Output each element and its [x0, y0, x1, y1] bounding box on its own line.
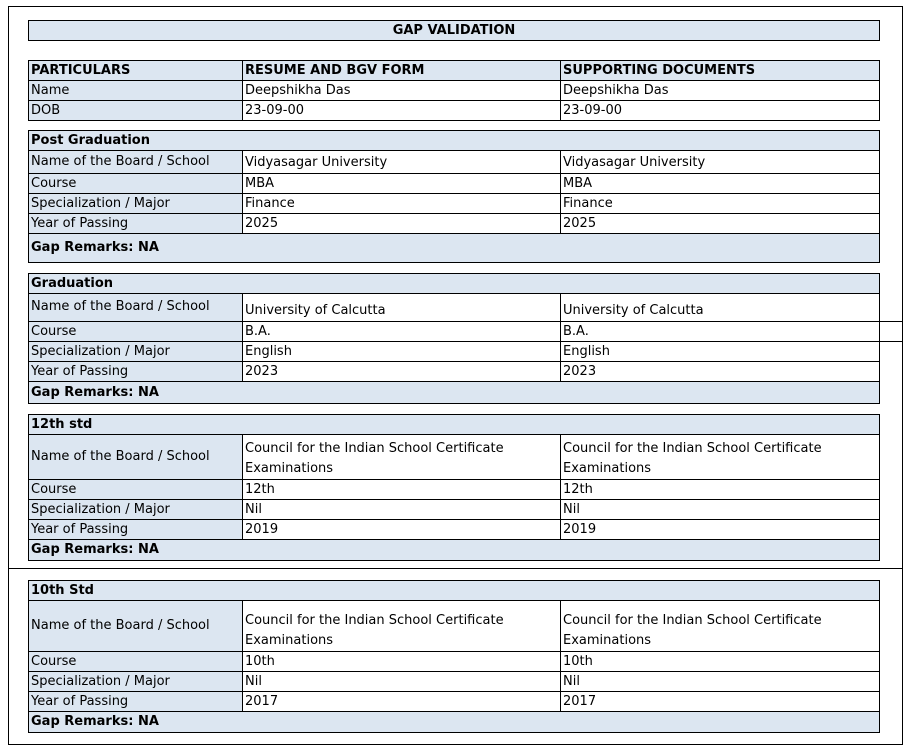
twelfth-board-row [28, 435, 880, 480]
pg-remarks: Gap Remarks: NA [31, 240, 159, 255]
stray-gridline [880, 341, 902, 342]
twelfth-remarks-row [28, 540, 880, 561]
name-row [28, 81, 880, 101]
tenth-spec-docs: Nil [560, 672, 879, 691]
grad-year-label: Year of Passing [29, 362, 242, 381]
stray-gridline [880, 321, 902, 322]
tenth-heading [28, 580, 880, 601]
pg-year-label: Year of Passing [29, 214, 242, 233]
grad-remarks: Gap Remarks: NA [31, 384, 159, 400]
pg-spec-row [28, 194, 880, 214]
grad-spec-docs: English [560, 342, 879, 361]
twelfth-year-row [28, 520, 880, 540]
tenth-spec-label: Specialization / Major [29, 672, 242, 691]
post-graduation-heading [28, 130, 880, 151]
title-bar [28, 20, 880, 41]
pg-spec-resume: Finance [242, 194, 560, 213]
grad-course-row [28, 322, 880, 342]
twelfth-board-label: Name of the Board / School [29, 435, 242, 479]
pg-course-label: Course [29, 174, 242, 193]
twelfth-course-resume: 12th [242, 480, 560, 499]
twelfth-spec-resume: Nil [242, 500, 560, 519]
dob-resume: 23-09-00 [242, 101, 560, 120]
twelfth-board-docs: Council for the Indian School Certificate Examinations [560, 435, 879, 479]
grad-course-label: Course [29, 322, 242, 341]
grad-year-docs: 2023 [560, 362, 879, 381]
dob-label: DOB [29, 101, 242, 120]
twelfth-course-row [28, 480, 880, 500]
twelfth-board-resume: Council for the Indian School Certificate Examinations [242, 435, 560, 479]
twelfth-year-docs: 2019 [560, 520, 879, 539]
pg-spec-label: Specialization / Major [29, 194, 242, 213]
name-resume: Deepshikha Das [242, 81, 560, 100]
twelfth-heading [28, 414, 880, 435]
tenth-remarks: Gap Remarks: NA [31, 714, 159, 729]
twelfth-spec-row [28, 500, 880, 520]
pg-remarks-row [28, 234, 880, 263]
header-resume: RESUME AND BGV FORM [242, 61, 560, 80]
grad-board-resume: University of Calcutta [242, 294, 560, 321]
pg-board-resume: Vidyasagar University [242, 151, 560, 173]
tenth-spec-row [28, 672, 880, 692]
pg-course-docs: MBA [560, 174, 879, 193]
header-particulars: PARTICULARS [31, 62, 131, 78]
grad-spec-resume: English [242, 342, 560, 361]
tenth-title: 10th Std [31, 582, 94, 598]
tenth-course-row [28, 652, 880, 672]
grad-year-row [28, 362, 880, 382]
twelfth-year-label: Year of Passing [29, 520, 242, 539]
graduation-heading [28, 273, 880, 294]
post-graduation-title: Post Graduation [31, 132, 150, 148]
tenth-remarks-row [28, 712, 880, 733]
tenth-board-label: Name of the Board / School [29, 601, 242, 651]
grad-board-label: Name of the Board / School [29, 294, 242, 321]
pg-year-resume: 2025 [242, 214, 560, 233]
name-label: Name [29, 81, 242, 100]
pg-year-row [28, 214, 880, 234]
tenth-spec-resume: Nil [242, 672, 560, 691]
twelfth-remarks: Gap Remarks: NA [31, 542, 159, 557]
grad-course-docs: B.A. [560, 322, 879, 341]
name-docs: Deepshikha Das [560, 81, 879, 100]
tenth-board-resume: Council for the Indian School Certificate Examinations [242, 601, 560, 651]
header-row [28, 60, 880, 81]
tenth-course-docs: 10th [560, 652, 879, 671]
pg-board-docs: Vidyasagar University [560, 151, 879, 173]
twelfth-year-resume: 2019 [242, 520, 560, 539]
twelfth-spec-docs: Nil [560, 500, 879, 519]
pg-spec-docs: Finance [560, 194, 879, 213]
dob-docs: 23-09-00 [560, 101, 879, 120]
tenth-year-label: Year of Passing [29, 692, 242, 711]
twelfth-course-label: Course [29, 480, 242, 499]
pg-board-row [28, 151, 880, 174]
grad-board-row [28, 294, 880, 322]
grad-course-resume: B.A. [242, 322, 560, 341]
tenth-board-row [28, 601, 880, 652]
header-supporting: SUPPORTING DOCUMENTS [560, 61, 879, 80]
tenth-course-label: Course [29, 652, 242, 671]
pg-course-resume: MBA [242, 174, 560, 193]
tenth-course-resume: 10th [242, 652, 560, 671]
twelfth-course-docs: 12th [560, 480, 879, 499]
page-title: GAP VALIDATION [392, 23, 516, 38]
tenth-year-row [28, 692, 880, 712]
grad-board-docs: University of Calcutta [560, 294, 879, 321]
grad-spec-label: Specialization / Major [29, 342, 242, 361]
grad-year-resume: 2023 [242, 362, 560, 381]
grad-spec-row [28, 342, 880, 362]
pg-course-row [28, 174, 880, 194]
twelfth-spec-label: Specialization / Major [29, 500, 242, 519]
pg-board-label: Name of the Board / School [29, 151, 242, 173]
twelfth-title: 12th std [31, 416, 93, 432]
dob-row [28, 101, 880, 121]
tenth-year-docs: 2017 [560, 692, 879, 711]
tenth-board-docs: Council for the Indian School Certificate Examinations [560, 601, 879, 651]
pg-year-docs: 2025 [560, 214, 879, 233]
tenth-year-resume: 2017 [242, 692, 560, 711]
graduation-title: Graduation [31, 275, 114, 291]
grad-remarks-row [28, 382, 880, 404]
